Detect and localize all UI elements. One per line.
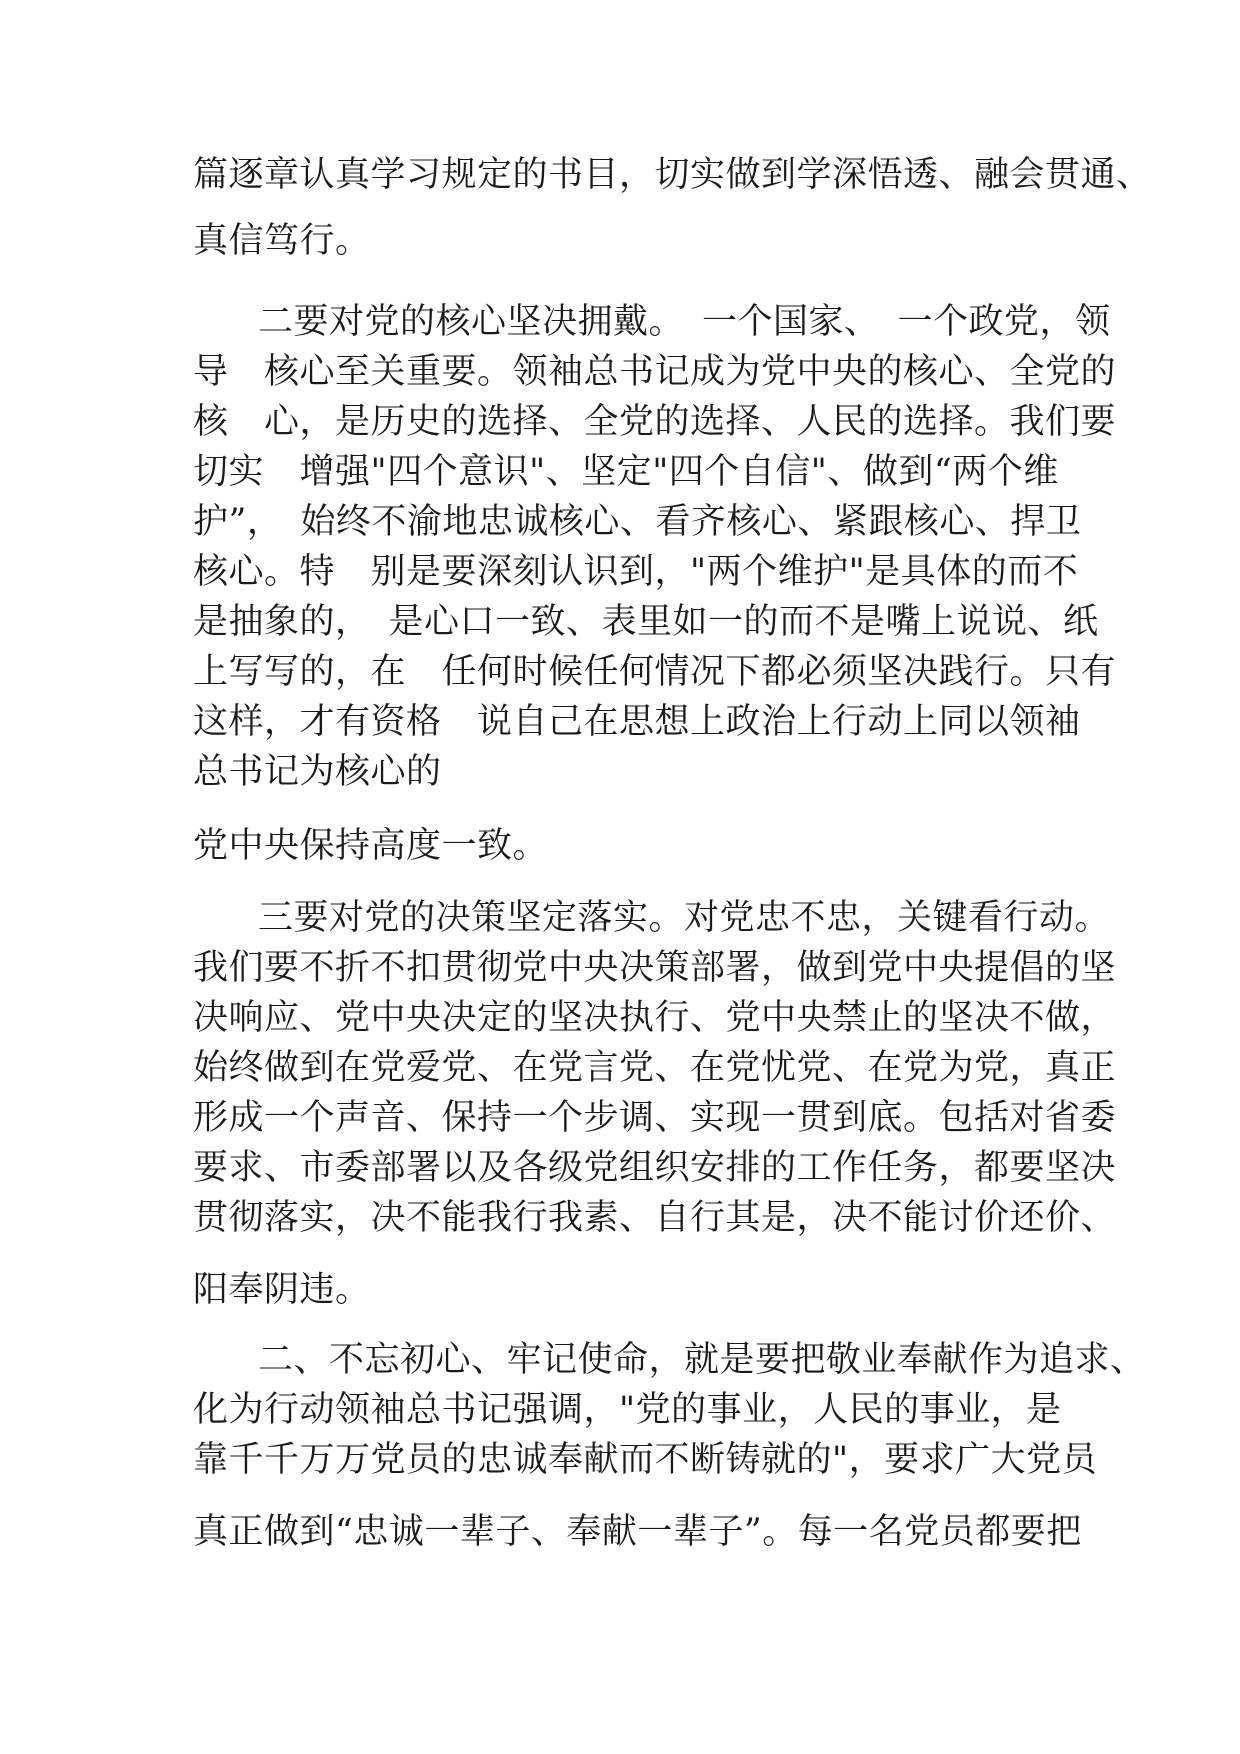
- text-line: 是抽象的， 是心口一致、表里如一的而不是嘴上说说、纸: [193, 602, 1099, 642]
- text-line: 真正做到“忠诚一辈子、奉献一辈子”。每一名党员都要把: [193, 1512, 1082, 1552]
- text-line: 切实 增强"四个意识"、坚定"四个自信"、做到“两个维: [193, 452, 1059, 492]
- text-line: 上写写的，在 任何时候任何情况下都必须坚决践行。只有: [193, 652, 1117, 692]
- text-line: 化为行动领袖总书记强调，"党的事业，人民的事业，是: [193, 1390, 1062, 1430]
- text-line: 这样，才有资格 说自己在思想上政治上行动上同以领袖: [193, 702, 1081, 742]
- text-line: 护”， 始终不渝地忠诚核心、看齐核心、紧跟核心、捍卫: [193, 502, 1082, 542]
- text-line: 形成一个声音、保持一个步调、实现一贯到底。包括对省委: [193, 1098, 1117, 1138]
- text-line: 要求、市委部署以及各级党组织安排的工作任务，都要坚决: [193, 1148, 1117, 1188]
- text-line: 总书记为核心的: [193, 752, 442, 792]
- text-line: 靠千千万万党员的忠诚奉献而不断铸就的"，要求广大党员: [193, 1440, 1098, 1480]
- text-line: 导 核心至关重要。领袖总书记成为党中央的核心、全党的: [193, 352, 1117, 392]
- text-line: 篇逐章认真学习规定的书目，切实做到学深悟透、融会贯通、: [193, 155, 1152, 195]
- text-line: 真信笃行。: [193, 221, 371, 261]
- text-line: 始终做到在党爱党、在党言党、在党忧党、在党为党，真正: [193, 1048, 1117, 1088]
- paragraph-start-line: 二、不忘初心、牢记使命，就是要把敬业奉献作为追求、: [258, 1340, 1146, 1380]
- text-line: 核心。特 别是要深刻认识到，"两个维护"是具体的而不: [193, 552, 1079, 592]
- text-line: 贯彻落实，决不能我行我素、自行其是，决不能讨价还价、: [193, 1198, 1117, 1238]
- paragraph-start-line: 二要对党的核心坚决拥戴。 一个国家、 一个政党，领: [258, 302, 1111, 342]
- text-line: 我们要不折不扣贯彻党中央决策部署，做到党中央提倡的坚: [193, 948, 1117, 988]
- text-line: 党中央保持高度一致。: [193, 826, 549, 866]
- paragraph-start-line: 三要对党的决策坚定落实。对党忠不忠，关键看行动。: [258, 898, 1111, 938]
- text-line: 决响应、党中央决定的坚决执行、党中央禁止的坚决不做，: [193, 998, 1117, 1038]
- text-line: 阳奉阴违。: [193, 1270, 371, 1310]
- text-line: 核 心，是历史的选择、全党的选择、人民的选择。我们要: [193, 402, 1117, 442]
